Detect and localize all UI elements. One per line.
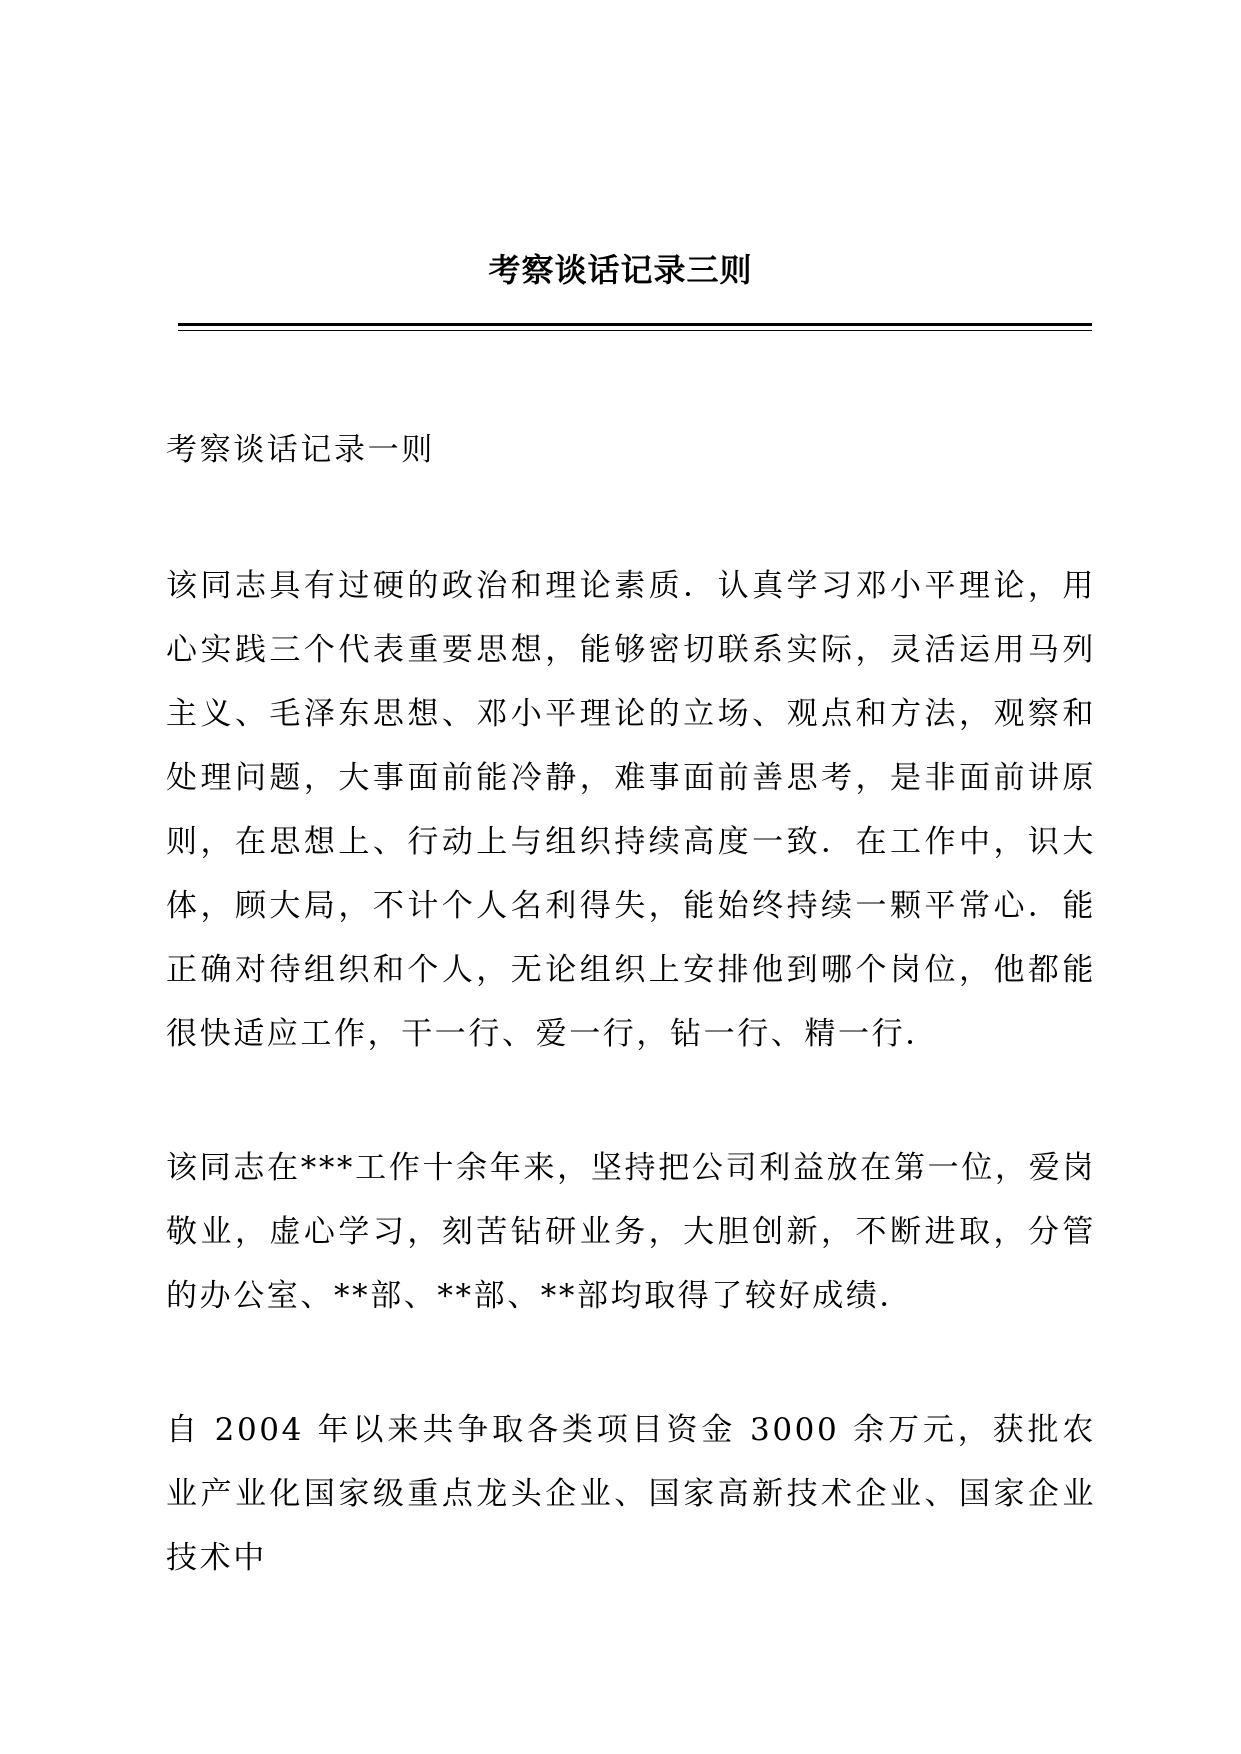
paragraph-1: 该同志具有过硬的政治和理论素质．认真学习邓小平理论，用心实践三个代表重要思想，能够密切联系实际，灵活运用马列主义、毛泽东思想、邓小平理论的立场、观点和方法，观察和处理问题，大事面前能冷静，难事面前善思考，是非面前讲原则，在思想上、行动上与组织持续高度一致．在工作中，识大体，顾大局，不计个人名利得失，能始终持续一颗平常心．能正确对待组织和个人，无论组织上安排他到哪个岗位，他都能很快适应工作，干一行、爱一行，钻一行、精一行． — [166, 568, 1096, 1052]
title-divider-thick — [178, 323, 1092, 326]
document-body — [166, 418, 1096, 1660]
section-heading: 考察谈话记录一则 — [166, 432, 435, 468]
paragraph-3: 自 2004 年以来共争取各类项目资金 3000 余万元，获批农业产业化国家级重点龙头企业、国家高新技术企业、国家企业技术中 — [166, 1412, 1096, 1576]
document-title: 考察谈话记录三则 — [488, 251, 753, 289]
title-divider-thin — [178, 330, 1092, 331]
paragraph-2: 该同志在***工作十余年来，坚持把公司利益放在第一位，爱岗敬业，虚心学习，刻苦钻研业务，大胆创新，不断进取，分管的办公室、**部、**部、**部均取得了较好成绩． — [166, 1150, 1096, 1314]
